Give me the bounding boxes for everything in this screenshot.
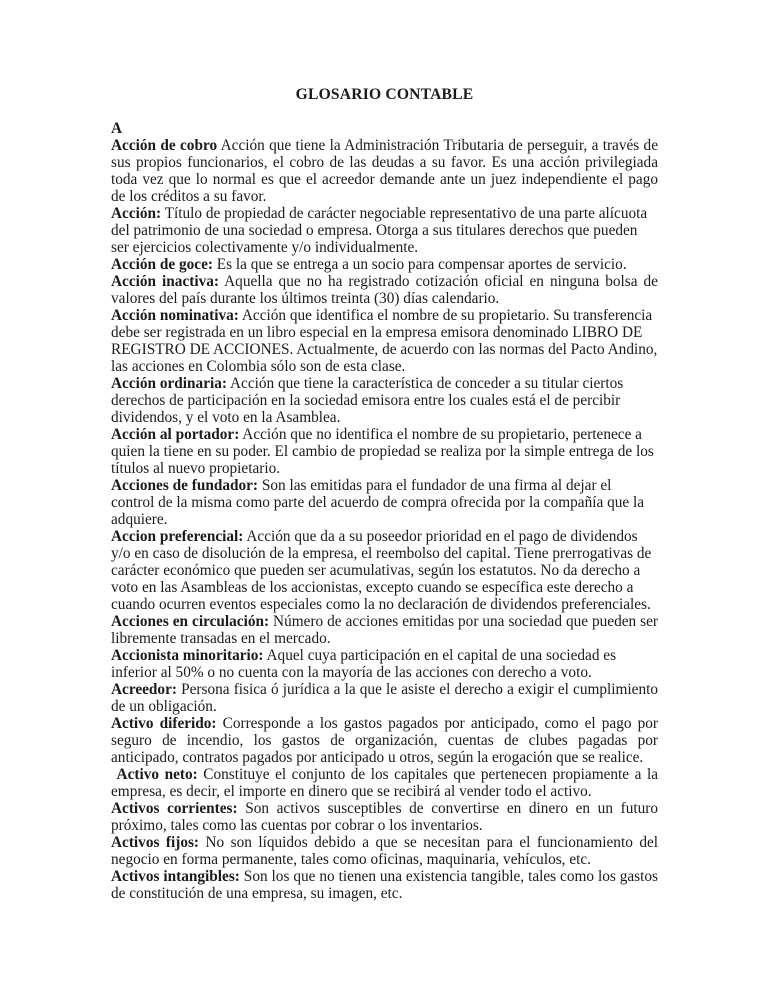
entry-term: Acción al portador: [111, 426, 240, 443]
entry-definition: Número de acciones emitidas por una sociedad que pueden ser libremente transadas en el mercado. [111, 613, 658, 647]
entry-definition: Persona fisica ó jurídica a la que le asiste el derecho a exigir el cumplimiento de un obligación. [111, 681, 658, 715]
entry-term: Acción: [111, 205, 162, 222]
entry-term: Acción de goce: [111, 256, 213, 273]
entry-definition: Acción que no identifica el nombre de su propietario, pertenece a quien la tiene en su poder. El cambio de propiedad se realiza por la simple entrega de los títulos al nuevo propietario. [111, 426, 654, 477]
entry-term: Acreedor: [111, 681, 177, 698]
glossary-entry [111, 800, 658, 834]
entry-term: Activos intangibles: [111, 868, 240, 885]
entry-term: Accion preferencial: [111, 528, 244, 545]
entry-definition: Aquel cuya participación en el capital de una sociedad es inferior al 50% o no cuenta con la mayoría de las acciones con derecho a voto. [111, 647, 617, 681]
entry-term: Activos fijos: [111, 834, 200, 851]
entry-term: Activos corrientes: [111, 800, 238, 817]
glossary-entry [111, 613, 658, 647]
entry-definition: Son los que no tienen una existencia tangible, tales como los gastos de constitución de una empresa, su imagen, etc. [111, 868, 658, 902]
entry-term: Acción de cobro [111, 137, 218, 154]
entry-definition: Acción que tiene la característica de conceder a su titular ciertos derechos de participación en la sociedad emisora entre los cuales está el de percibir dividendos, y el voto en la Asamblea. [111, 375, 624, 426]
glossary-entry [111, 715, 658, 766]
entry-definition: Acción que identifica el nombre de su propietario. Su transferencia debe ser registrada en un libro especial en la empresa emisora denominado LIBRO DE REGISTRO DE ACCIONES. Actualmente, de acuerdo con las normas del Pacto Andino, las acciones en Colombia sólo son de esta clase. [111, 307, 658, 375]
entry-definition: Es la que se entrega a un socio para compensar aportes de servicio. [212, 256, 627, 273]
glossary-entry [111, 307, 658, 375]
entry-term: Activo diferido: [111, 715, 217, 732]
entry-term: Accionista minoritario: [111, 647, 264, 664]
entry-definition: Corresponde a los gastos pagados por anticipado, como el pago por seguro de incendio, los gastos de organización, cuentas de clubes pagadas por anticipado, contratos pagados por anticipado u otros, según la erogación que se realice. [111, 715, 658, 766]
entry-definition: Acción que da a su poseedor prioridad en el pago de dividendos y/o en caso de disolución de la empresa, el reembolso del capital. Tiene prerrogativas de carácter económico que pueden ser acumulativas, según los estatutos. No da derecho a voto en las Asambleas de los accionistas, excepto cuando se específica este derecho a cuando ocurren eventos especiales como la no declaración de dividendos preferenciales. [111, 528, 652, 613]
entry-definition: Aquella que no ha registrado cotización oficial en ninguna bolsa de valores del país durante los últimos treinta (30) días calendario. [111, 273, 658, 307]
glossary-entry [111, 528, 658, 613]
entry-term: Acción ordinaria: [111, 375, 227, 392]
entry-term: Acciones en circulación: [111, 613, 270, 630]
entry-definition: No son líquidos debido a que se necesitan para el funcionamiento del negocio en forma permanente, tales como oficinas, maquinaria, vehículos, etc. [111, 834, 659, 868]
glossary-entry [111, 426, 658, 477]
entry-term: Acción inactiva: [111, 273, 219, 290]
glossary-entry [111, 647, 658, 681]
glossary-entry [111, 766, 658, 800]
section-letter: A [111, 120, 123, 137]
glossary-entries [111, 137, 658, 902]
glossary-entry [111, 868, 658, 902]
entry-definition: Constituye el conjunto de los capitales que pertenecen propiamente a la empresa, es decir, el importe en dinero que se recibirá al vender todo el activo. [111, 766, 658, 800]
glossary-entry [111, 205, 658, 256]
glossary-entry [111, 477, 658, 528]
glossary-entry [111, 375, 658, 426]
entry-definition: Son las emitidas para el fundador de una firma al dejar el control de la misma como parte del acuerdo de compra ofrecida por la compañía que la adquiere. [111, 477, 645, 528]
entry-term: Acción nominativa: [111, 307, 239, 324]
glossary-entry [111, 834, 658, 868]
glossary-entry [111, 256, 658, 273]
entry-term: Acciones de fundador: [111, 477, 259, 494]
entry-definition: Son activos susceptibles de convertirse en dinero en un futuro próximo, tales como las cuentas por cobrar o los inventarios. [111, 800, 658, 834]
glossary-entry [111, 137, 658, 205]
entry-term: Activo neto: [111, 766, 198, 783]
glossary-entry [111, 273, 658, 307]
glossary-entry [111, 681, 658, 715]
entry-definition: Título de propiedad de carácter negociable representativo de una parte alícuota del patrimonio de una sociedad o empresa. Otorga a sus titulares derechos que pueden ser ejercicios colectivamente y/o individualmente. [111, 205, 648, 256]
page-title: GLOSARIO CONTABLE [295, 86, 474, 103]
entry-definition: Acción que tiene la Administración Tributaria de perseguir, a través de sus propios funcionarios, el cobro de las deudas a su favor. Es una acción privilegiada toda vez que lo normal es que el acreedor demande ante un juez independiente el pago de los créditos a su favor. [111, 137, 658, 205]
